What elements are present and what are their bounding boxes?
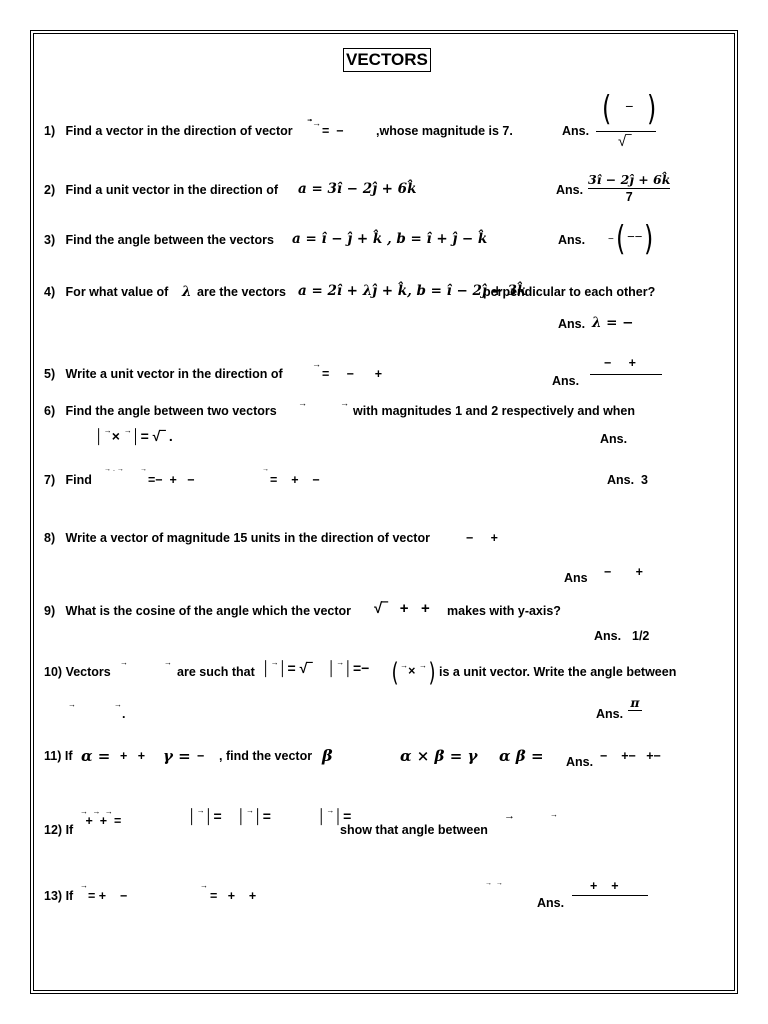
answer-10-fraction: π <box>628 696 642 711</box>
question-9: 9) What is the cosine of the angle which the vector <box>44 604 352 618</box>
question-11-text2: , find the vector <box>219 749 313 763</box>
question-12-sum: + + = <box>82 814 122 828</box>
question-10: 10) Vectors <box>44 665 111 679</box>
question-1 <box>44 124 293 138</box>
answer-2-fraction <box>588 172 670 205</box>
question-4-tail: perpendicular to each other? <box>483 285 656 299</box>
question-5: 5) Write a unit vector in the direction of <box>44 367 283 381</box>
question-10-tail: is a unit vector. Write the angle between <box>439 665 677 679</box>
question-11-cross: α × β = γ <box>400 747 478 765</box>
vector-arrow: → <box>340 398 349 408</box>
answer-2-numerator: 3î − 2ĵ + 6k̂ <box>588 172 671 187</box>
question-3: 3) Find the angle between the vectors <box>44 233 274 247</box>
question-10-magnitudes: │→│= √‾ │→│=− <box>262 658 370 676</box>
answer-label: Ans. <box>600 432 628 446</box>
answer-label: Ans. <box>556 183 584 197</box>
vector-arrow: → <box>504 810 515 822</box>
vector-arrow: → <box>312 359 321 369</box>
vector-arrow: → <box>140 466 147 473</box>
answer-label: Ans. <box>562 124 590 138</box>
question-11-gamma: γ = <box>163 747 191 765</box>
question-6-tail: with magnitudes 1 and 2 respectively and when <box>353 404 636 418</box>
answer-label: Ans. <box>558 317 586 331</box>
vector-arrow: → <box>164 658 172 667</box>
answer-label: Ans. <box>607 473 635 487</box>
answer-label: Ans. <box>594 629 622 643</box>
question-11-gamma-value: − <box>197 749 205 763</box>
question-12-mags: │→│= │→│= │→│= <box>188 806 352 824</box>
answer-13-numerator: + + <box>590 879 619 893</box>
answer-7: 3 <box>641 473 648 487</box>
vector-arrow: → <box>550 810 558 819</box>
answer-1-bar <box>596 131 656 132</box>
answer-label: Ans. <box>552 374 580 388</box>
question-13-expr1: = + − <box>88 889 128 903</box>
vector-arrow: → . → <box>104 466 124 473</box>
question-1-expr: = − <box>322 124 344 138</box>
question-11-dot: α β = <box>499 747 544 765</box>
question-2-expr: a = 3î − 2ĵ + 6k̂ <box>298 181 417 197</box>
question-2: 2) Find a unit vector in the direction of <box>44 183 279 197</box>
answer-9: 1/2 <box>632 629 650 643</box>
question-13: 13) If <box>44 889 74 903</box>
question-number: 1) <box>44 124 56 138</box>
vector-arrow: → <box>200 881 208 890</box>
answer-8: − + <box>604 565 643 579</box>
vector-arrow: → <box>114 700 122 709</box>
vector-arrow: → → <box>485 880 503 887</box>
vector-arrow: → <box>298 398 307 408</box>
question-11-alpha-value: + + <box>120 749 146 763</box>
question-12-tail: show that angle between <box>340 823 488 837</box>
question-7: 7) Find <box>44 473 92 487</box>
answer-1-sqrt: √‾ <box>618 133 632 150</box>
answer-label: Ans <box>564 571 588 585</box>
answer-11: − +− +− <box>600 749 661 763</box>
question-9-tail: makes with y-axis? <box>447 604 561 618</box>
vector-arrow: → → → <box>80 807 113 816</box>
question-7-expr2: = + − <box>270 473 320 487</box>
question-6: 6) Find the angle between two vectors <box>44 404 277 418</box>
question-8: 8) Write a vector of magnitude 15 units in the direction of vector <box>44 531 430 545</box>
question-3-expr: a = î − ĵ + k̂ , b = î + ĵ − k̂ <box>292 231 488 247</box>
question-6-cross-expr: │→× →│= √‾ . <box>95 426 173 444</box>
question-4-expr: a = 2î + λĵ + k̂, b = î − 2ĵ + 3k̂ <box>298 283 527 299</box>
question-5-expr: = − + <box>322 367 383 381</box>
vector-arrow: → <box>262 466 269 473</box>
question-10-cross: ( →× →) <box>391 658 436 688</box>
question-1-tail: ,whose magnitude is 7. <box>376 124 513 138</box>
vector-arrow: → <box>68 700 76 709</box>
question-4-text2: are the vectors <box>197 285 286 299</box>
question-11-beta: β <box>322 746 333 765</box>
question-text: Find a vector in the direction of vector <box>65 124 293 138</box>
answer-13-bar <box>572 895 648 896</box>
question-4: 4) For what value of <box>44 285 169 299</box>
answer-5-bar <box>590 374 662 375</box>
answer-4: λ = − <box>592 315 634 331</box>
question-9-expr: √‾ + + <box>374 600 430 617</box>
question-13-expr2: = + + <box>210 889 257 903</box>
question-8-expr: − + <box>466 531 498 545</box>
answer-1-fraction: ( − ) <box>601 89 657 129</box>
question-11: 11) If <box>44 749 73 763</box>
answer-label: Ans. <box>566 755 594 769</box>
answer-label: Ans. <box>537 896 565 910</box>
answer-label: Ans. <box>596 707 624 721</box>
answer-3-expr: −( −−) <box>608 219 654 259</box>
vector-arrow: ⃗→ <box>312 118 321 128</box>
page-title: VECTORS <box>343 48 431 72</box>
vector-arrow: → <box>80 881 88 890</box>
question-10-period: . <box>122 707 126 721</box>
question-11-alpha: α = <box>81 747 111 765</box>
question-10-text2: are such that <box>177 665 255 679</box>
vector-arrow: → <box>120 658 128 667</box>
question-12: 12) If <box>44 823 74 837</box>
lambda-symbol: λ <box>182 284 192 300</box>
question-7-expr1: =− + − <box>148 473 195 487</box>
answer-5-numerator: − + <box>604 356 636 370</box>
answer-label: Ans. <box>558 233 586 247</box>
answer-2-denominator: 7 <box>625 190 633 204</box>
